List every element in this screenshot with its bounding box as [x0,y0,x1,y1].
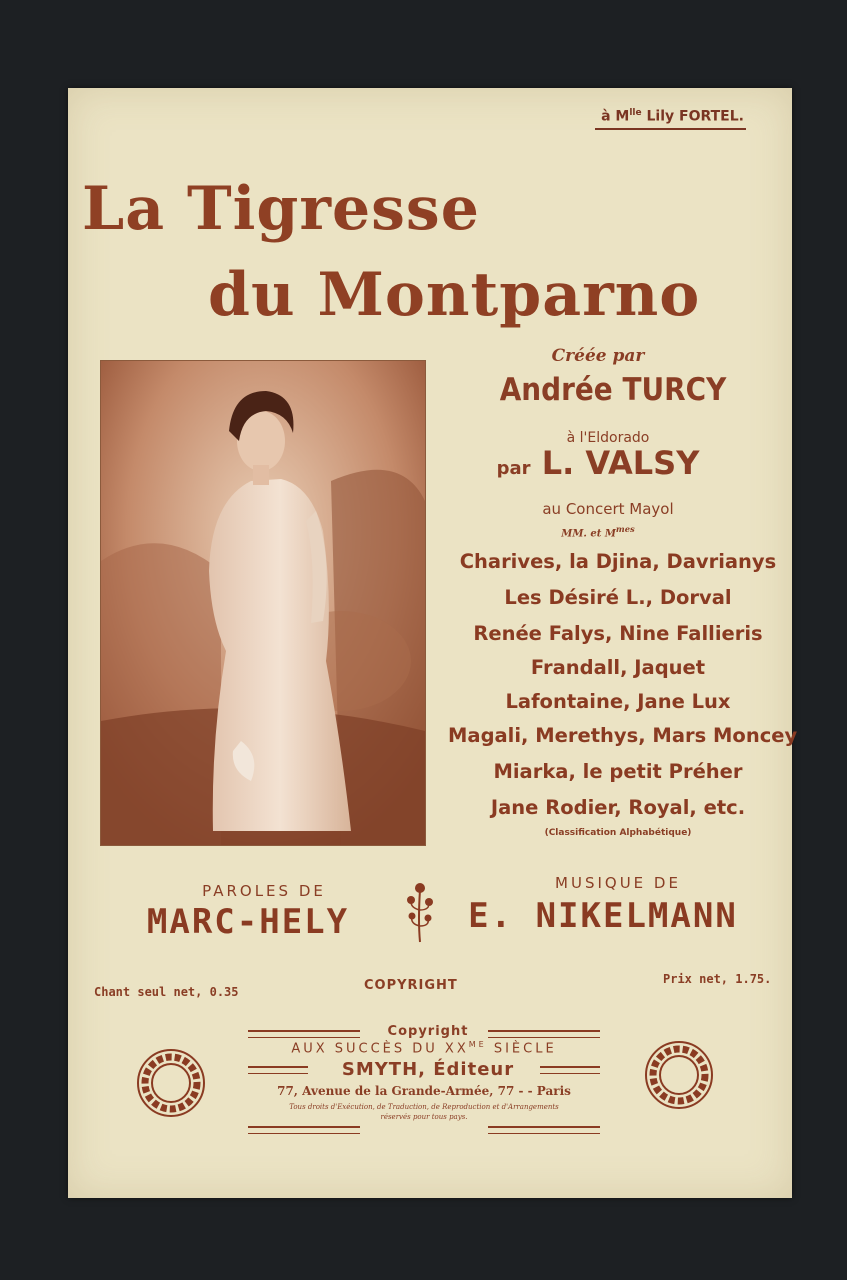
cast-line: Jane Rodier, Royal, etc. [490,796,746,819]
divider [248,1030,360,1038]
cast-line: Frandall, Jaquet [530,656,706,679]
divider [248,1126,360,1134]
music-label: MUSIQUE DE [555,874,681,892]
creee-par-label: Créée par [551,346,645,366]
floral-wreath-icon [642,1038,716,1116]
publisher-block [248,1022,600,1134]
lyrics-label: PAROLES DE [202,882,326,900]
cast-line: Lafontaine, Jane Lux [505,690,731,713]
cast-line: Magali, Merethys, Mars Moncey [448,724,798,747]
venue-eldorado: à l'Eldorado [566,430,650,446]
performer-name: L. VALSY [541,444,700,482]
performer-photo [100,360,426,846]
sheet-music-cover [68,88,798,1198]
lyricist-name: MARC-HELY [146,902,350,942]
title-line-2: du Montparno [208,260,701,330]
cast-line: Renée Falys, Nine Fallieris [473,622,763,645]
divider [488,1030,600,1038]
creator-name: Andrée TURCY [499,372,727,408]
classification-note: (Classification Alphabétique) [544,828,692,838]
publisher-name: SMYTH, Éditeur [341,1059,515,1080]
price-net: Prix net, 1.75. [663,972,772,986]
venue-mayol: au Concert Mayol [542,500,674,518]
cast-line: Miarka, le petit Préher [493,760,743,783]
rights-notice: Tous droits d'Exécution, de Traduction, de Reproduction et d'Arrangements réservés pour tous pays. [289,1103,559,1121]
price-chant: Chant seul net, 0.35 [94,985,239,999]
floral-wreath-icon [134,1046,208,1124]
flower-sprig-icon [402,880,438,948]
dedication: à $M^{lle}$ Lily FORTEL. [595,108,746,130]
publisher-copyright: Copyright [387,1024,469,1039]
par-label: par [496,458,531,479]
performer-line [448,444,748,482]
publisher-aux: AUX SUCCÈS DU $XX^{ME}$ SIÈCLE [291,1040,557,1057]
title-line-1: La Tigresse [82,174,480,244]
cast-line: Les Désiré L., Dorval [504,586,732,609]
copyright-label: COPYRIGHT [364,978,458,993]
composer-name: E. NIKELMANN [468,896,738,936]
publisher-address: 77, Avenue de la Grande-Armée, 77 - - Paris [277,1084,571,1098]
divider [488,1126,600,1134]
cast-line: Charives, la Djina, Davrianys [459,550,777,573]
mm-label: MM. et $M^{mes}$ [561,524,635,540]
